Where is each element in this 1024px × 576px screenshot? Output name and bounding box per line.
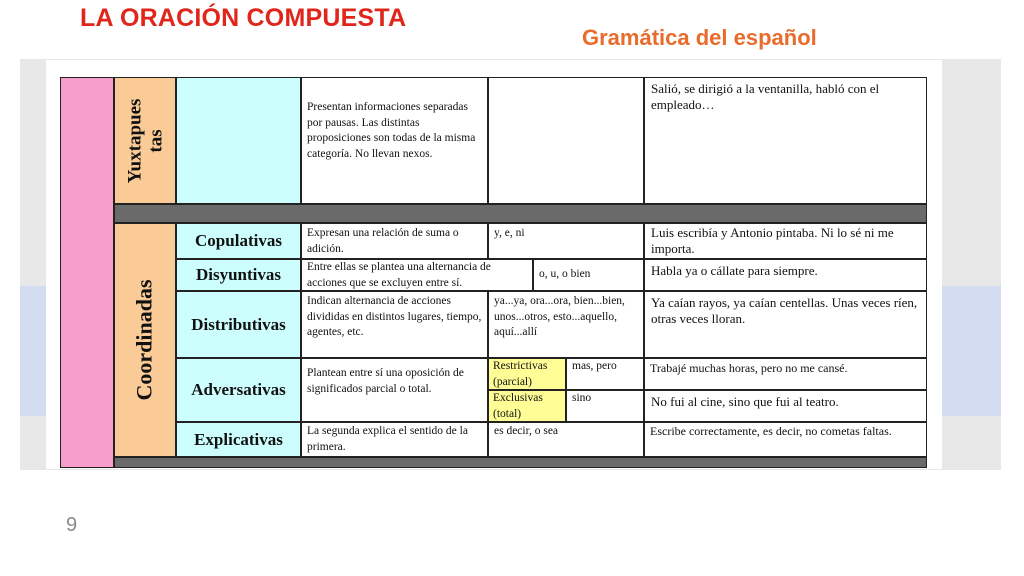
yuxtapuestas-label-line2: tas <box>145 128 166 153</box>
distributivas-name: Distributivas <box>176 291 301 358</box>
adversativas-exclusivas-links: sino <box>566 390 644 422</box>
yuxtapuestas-links <box>488 77 644 204</box>
explicativas-links: es decir, o sea <box>488 422 644 457</box>
adversativas-exclusivas-example: No fui al cine, sino que fui al teatro. <box>644 390 927 422</box>
slide-title: LA ORACIÓN COMPUESTA <box>80 4 407 32</box>
adversativas-restrictivas-label: Restrictivas (parcial) <box>488 358 566 390</box>
disyuntivas-name: Disyuntivas <box>176 259 301 291</box>
yuxtapuestas-label-cell <box>114 77 176 204</box>
separator-bar-bottom <box>114 457 927 468</box>
yuxtapuestas-label-line1: Yuxtapues <box>124 98 145 183</box>
distributivas-links: ya...ya, ora...ora, bien...bien, unos...otros, esto...aquello, aquí...allí <box>488 291 644 358</box>
explicativas-description: La segunda explica el sentido de la primera. <box>301 422 488 457</box>
pink-side-column <box>60 77 114 468</box>
separator-bar-top <box>114 204 927 223</box>
copulativas-example: Luis escribía y Antonio pintaba. Ni lo sé ni me importa. <box>644 223 927 259</box>
coordinadas-label: Coordinadas <box>132 279 158 401</box>
explicativas-example: Escribe correctamente, es decir, no cometas faltas. <box>644 422 927 457</box>
page-number: 9 <box>66 514 78 536</box>
disyuntivas-links: o, u, o bien <box>533 259 644 291</box>
distributivas-description: Indican alternancia de acciones divididas en distintos lugares, tiempo, agentes, etc. <box>301 291 488 358</box>
copulativas-name: Copulativas <box>176 223 301 259</box>
distributivas-example: Ya caían rayos, ya caían centellas. Unas veces ríen, otras veces lloran. <box>644 291 927 358</box>
coordinadas-label-cell <box>114 223 176 457</box>
yuxtapuestas-description: Presentan informaciones separadas por pausas. Las distintas proposiciones son todas de la misma categoría. No llevan nexos. <box>301 77 488 204</box>
adversativas-restrictivas-links: mas, pero <box>566 358 644 390</box>
adversativas-description: Plantean entre sí una oposición de significados parcial o total. <box>301 358 488 422</box>
disyuntivas-description: Entre ellas se plantea una alternancia de acciones que se excluyen entre sí. <box>301 259 533 291</box>
yuxtapuestas-name-cell <box>176 77 301 204</box>
adversativas-exclusivas-label: Exclusivas (total) <box>488 390 566 422</box>
adversativas-restrictivas-example: Trabajé muchas horas, pero no me cansé. <box>644 358 927 390</box>
adversativas-name: Adversativas <box>176 358 301 422</box>
yuxtapuestas-label <box>124 98 166 183</box>
slide-subtitle: Gramática del español <box>582 25 817 50</box>
explicativas-name: Explicativas <box>176 422 301 457</box>
yuxtapuestas-example: Salió, se dirigió a la ventanilla, habló con el empleado… <box>644 77 927 204</box>
copulativas-description: Expresan una relación de suma o adición. <box>301 223 488 259</box>
copulativas-links: y, e, ni <box>488 223 644 259</box>
grammar-table <box>46 60 942 469</box>
disyuntivas-example: Habla ya o cállate para siempre. <box>644 259 927 291</box>
